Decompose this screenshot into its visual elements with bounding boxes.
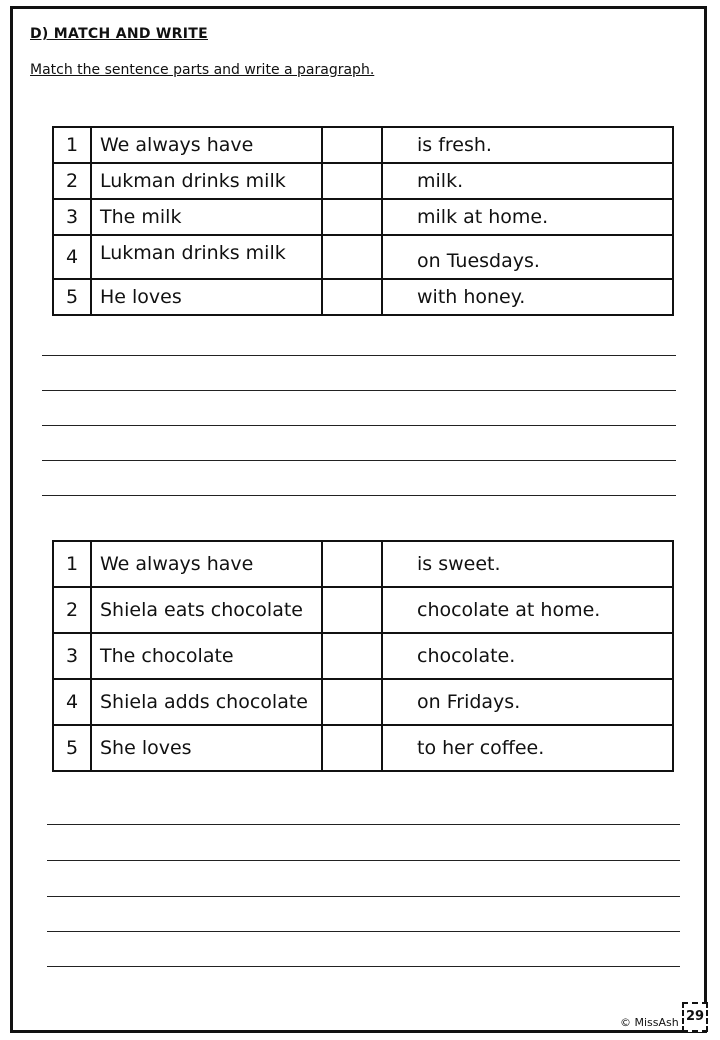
page-number: 29	[682, 1002, 708, 1032]
sentence-end: with honey.	[382, 279, 673, 315]
row-number: 4	[53, 235, 91, 279]
writing-line[interactable]	[42, 390, 676, 391]
sentence-end: chocolate.	[382, 633, 673, 679]
match-table-milk	[52, 126, 674, 316]
sentence-start: We always have	[91, 541, 322, 587]
section-heading: D) MATCH AND WRITE	[30, 26, 208, 42]
answer-box[interactable]	[322, 725, 382, 771]
table-row	[53, 163, 673, 199]
sentence-start: Shiela eats chocolate	[91, 587, 322, 633]
writing-line[interactable]	[47, 896, 680, 897]
table-row	[53, 127, 673, 163]
sentence-start: He loves	[91, 279, 322, 315]
answer-box[interactable]	[322, 279, 382, 315]
answer-box[interactable]	[322, 541, 382, 587]
answer-box[interactable]	[322, 127, 382, 163]
sentence-end: on Tuesdays.	[382, 235, 673, 279]
table-row	[53, 587, 673, 633]
sentence-start: The chocolate	[91, 633, 322, 679]
writing-line[interactable]	[47, 824, 680, 825]
row-number: 4	[53, 679, 91, 725]
writing-line[interactable]	[42, 425, 676, 426]
sentence-end: milk.	[382, 163, 673, 199]
writing-line[interactable]	[47, 966, 680, 967]
sentence-end: is fresh.	[382, 127, 673, 163]
sentence-end: to her coffee.	[382, 725, 673, 771]
answer-box[interactable]	[322, 163, 382, 199]
table-row	[53, 199, 673, 235]
answer-box[interactable]	[322, 679, 382, 725]
copyright-label: © MissAsh	[620, 1016, 679, 1029]
sentence-start: We always have	[91, 127, 322, 163]
instruction-text: Match the sentence parts and write a paragraph.	[30, 62, 375, 78]
sentence-start: The milk	[91, 199, 322, 235]
table-row	[53, 633, 673, 679]
table-row	[53, 235, 673, 279]
answer-box[interactable]	[322, 587, 382, 633]
sentence-end: milk at home.	[382, 199, 673, 235]
row-number: 5	[53, 725, 91, 771]
table-row	[53, 725, 673, 771]
sentence-end: is sweet.	[382, 541, 673, 587]
table-row	[53, 679, 673, 725]
sentence-start: Lukman drinks milk	[91, 163, 322, 199]
sentence-start: Lukman drinks milk	[91, 235, 322, 279]
writing-line[interactable]	[42, 460, 676, 461]
answer-box[interactable]	[322, 235, 382, 279]
row-number: 3	[53, 633, 91, 679]
answer-box[interactable]	[322, 199, 382, 235]
row-number: 1	[53, 541, 91, 587]
sentence-start: Shiela adds chocolate	[91, 679, 322, 725]
row-number: 2	[53, 587, 91, 633]
table-row	[53, 279, 673, 315]
row-number: 2	[53, 163, 91, 199]
sentence-end: chocolate at home.	[382, 587, 673, 633]
row-number: 3	[53, 199, 91, 235]
row-number: 1	[53, 127, 91, 163]
writing-line[interactable]	[42, 495, 676, 496]
sentence-start: She loves	[91, 725, 322, 771]
match-table-chocolate	[52, 540, 674, 772]
answer-box[interactable]	[322, 633, 382, 679]
writing-line[interactable]	[47, 931, 680, 932]
writing-line[interactable]	[42, 355, 676, 356]
row-number: 5	[53, 279, 91, 315]
sentence-end: on Fridays.	[382, 679, 673, 725]
table-row	[53, 541, 673, 587]
writing-line[interactable]	[47, 860, 680, 861]
